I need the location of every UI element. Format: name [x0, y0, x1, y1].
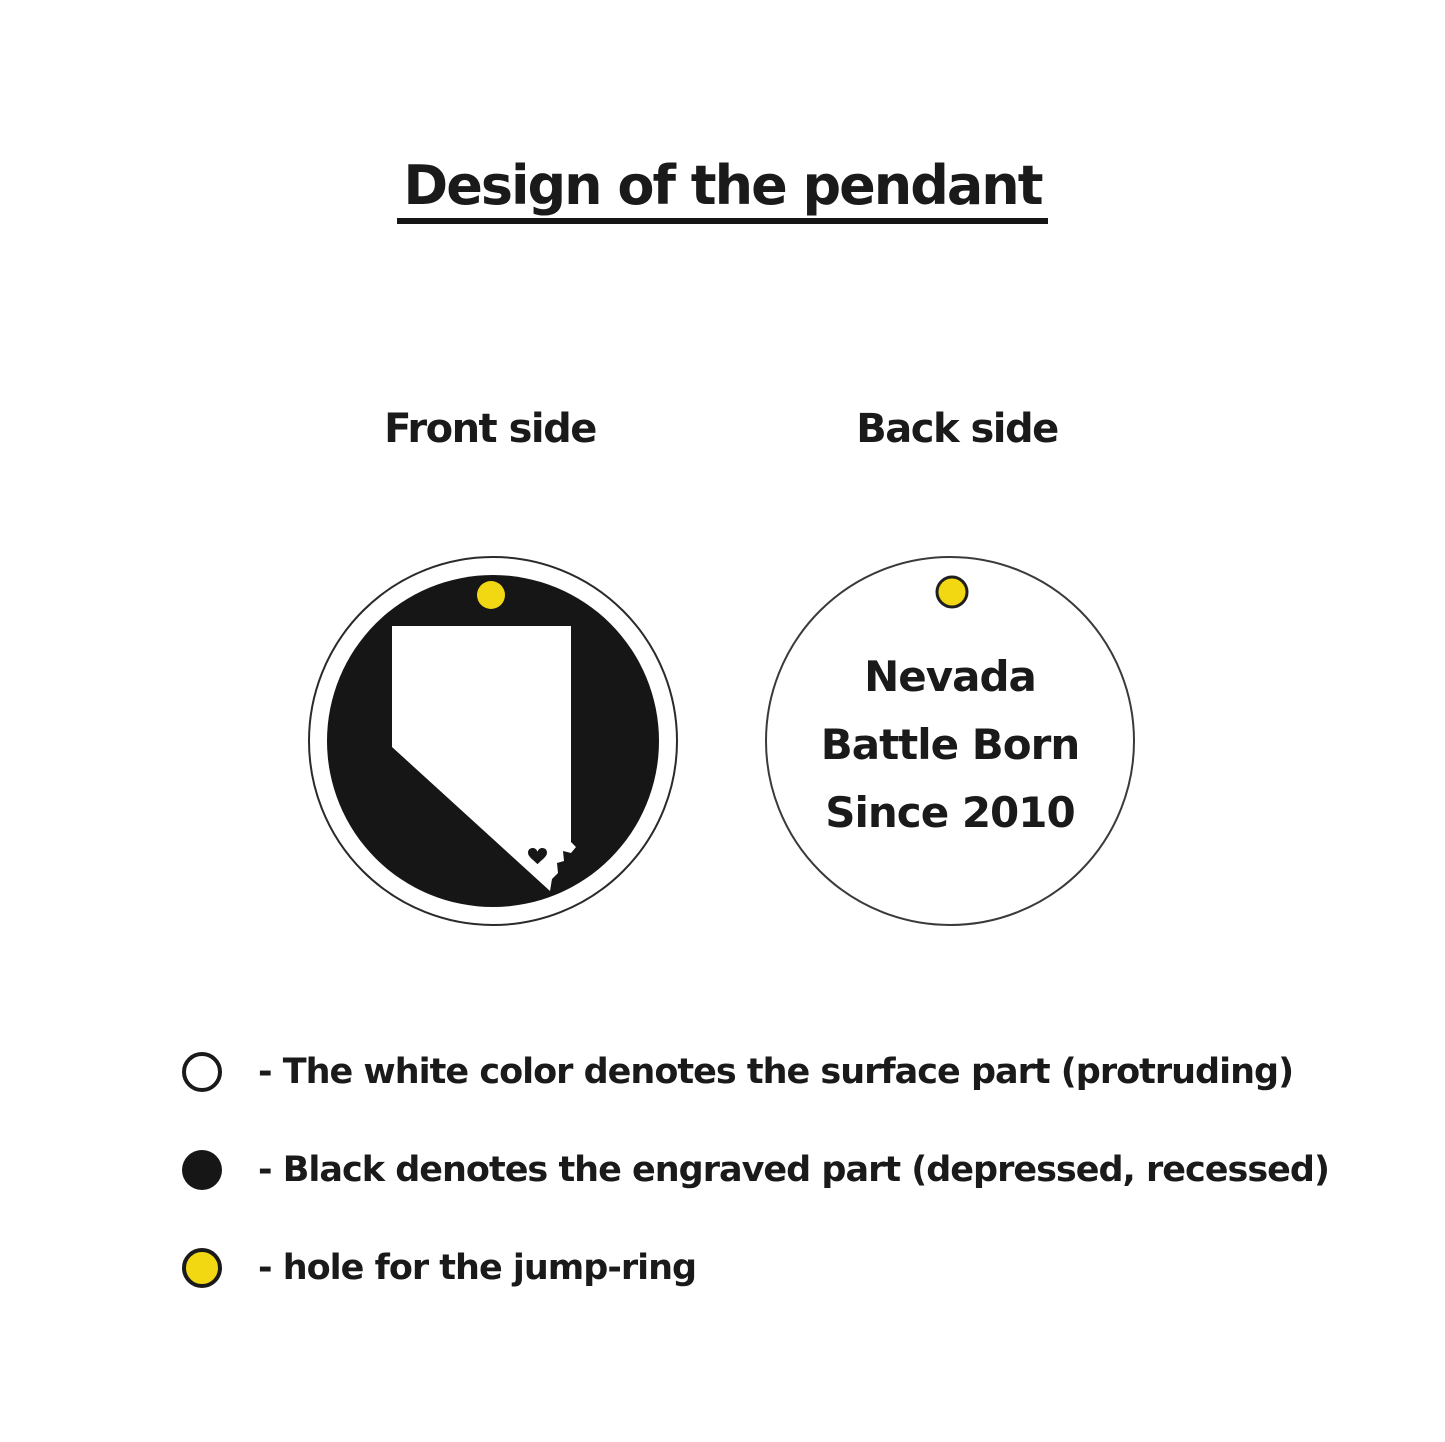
- back-text-line-2: Battle Born: [820, 720, 1080, 769]
- front-jump-ring-hole-icon: [477, 581, 505, 609]
- title-row: [0, 156, 1445, 224]
- white-swatch-circle: [184, 1054, 220, 1090]
- back-text-line-1: Nevada: [864, 652, 1036, 701]
- back-side-label: Back side: [856, 406, 1058, 452]
- black-swatch-circle: [182, 1150, 222, 1190]
- back-text-line-3: Since 2010: [825, 788, 1075, 837]
- legend-text-black: - Black denotes the engraved part (depressed, recessed): [258, 1150, 1329, 1190]
- page-title: Design of the pendant: [397, 156, 1047, 224]
- legend-item-black: [180, 1148, 1329, 1192]
- legend-text-yellow: - hole for the jump-ring: [258, 1248, 697, 1288]
- legend-item-yellow: [180, 1246, 696, 1290]
- front-pendant-image: [303, 551, 683, 931]
- legend-item-white: [180, 1050, 1293, 1094]
- front-side-label: Front side: [384, 406, 596, 452]
- yellow-swatch-circle: [184, 1250, 220, 1286]
- legend-text-white: - The white color denotes the surface part (protruding): [258, 1052, 1294, 1092]
- black-circle-swatch-icon: [180, 1148, 224, 1192]
- white-circle-swatch-icon: [180, 1050, 224, 1094]
- back-pendant-text: [760, 643, 1140, 847]
- back-jump-ring-hole-icon: [937, 577, 967, 607]
- yellow-circle-swatch-icon: [180, 1246, 224, 1290]
